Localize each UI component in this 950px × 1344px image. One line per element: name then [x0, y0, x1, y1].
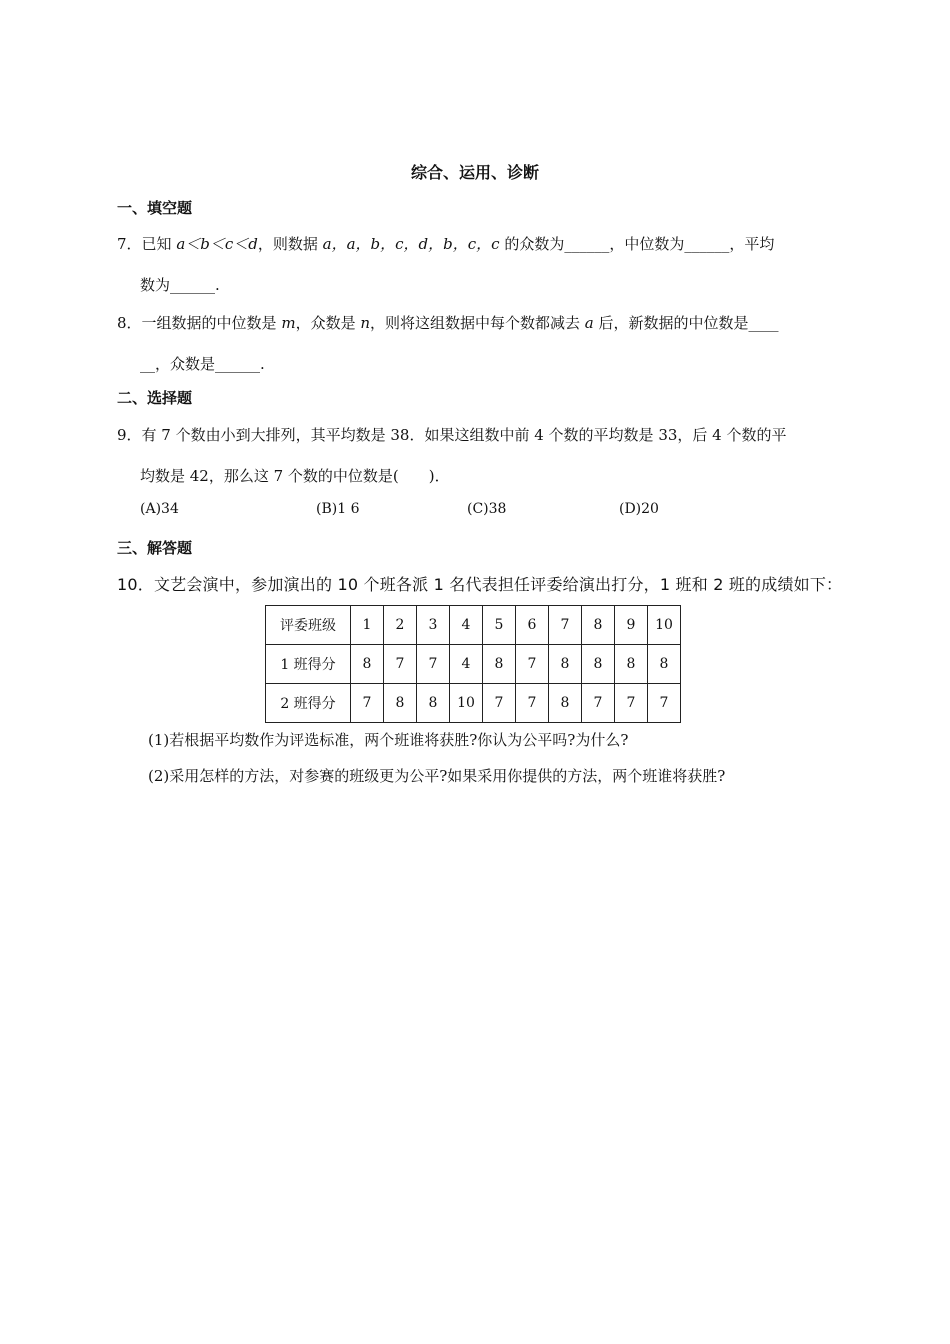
judge-cell: 1: [351, 606, 384, 645]
question-9-line-1: 9．有 7 个数由小到大排列，其平均数是 38．如果这组数中前 4 个数的平均数是 33，后 4 个数的平: [117, 426, 787, 444]
score-cell: 8: [582, 645, 615, 684]
score-cell: 8: [549, 684, 582, 723]
score-cell: 8: [384, 684, 417, 723]
table-header-row: [266, 606, 681, 645]
judge-cell: 4: [450, 606, 483, 645]
judge-cell: 9: [615, 606, 648, 645]
score-cell: 7: [582, 684, 615, 723]
score-cell: 4: [450, 645, 483, 684]
q8-text-d: 后，新数据的中位数是____: [593, 314, 779, 332]
score-cell: 7: [615, 684, 648, 723]
judge-cell: 5: [483, 606, 516, 645]
judge-cell: 6: [516, 606, 549, 645]
score-cell: 8: [549, 645, 582, 684]
q7-mid: ，则数据: [257, 235, 323, 253]
score-cell: 8: [417, 684, 450, 723]
question-8-line-2: __，众数是______.: [140, 355, 265, 373]
option-c: (C)38: [467, 501, 507, 517]
question-9-line-2: 均数是 42，那么这 7 个数的中位数是( )．: [140, 467, 450, 485]
question-10-sub-1: (1)若根据平均数作为评选标准，两个班谁将获胜?你认为公平吗?为什么?: [148, 731, 629, 749]
table-header-label: 评委班级: [266, 606, 351, 645]
row-label-class-2: 2 班得分: [266, 684, 351, 723]
section-answer: 三、解答题: [117, 539, 193, 557]
option-d: (D)20: [619, 501, 659, 517]
table-row-class-2: [266, 684, 681, 723]
q8-n: n: [360, 314, 371, 332]
q7-condition: a＜b＜c＜d: [176, 235, 258, 253]
score-cell: 7: [516, 684, 549, 723]
judge-cell: 8: [582, 606, 615, 645]
score-cell: 7: [483, 684, 516, 723]
section-fill-in: 一、填空题: [117, 199, 193, 217]
judge-cell: 10: [648, 606, 681, 645]
option-a: (A)34: [140, 501, 179, 517]
row-label-class-1: 1 班得分: [266, 645, 351, 684]
score-cell: 8: [351, 645, 384, 684]
scores-table: [265, 605, 681, 723]
question-10-text: 10．文艺会演中，参加演出的 10 个班各派 1 名代表担任评委给演出打分，1 班和 2 班的成绩如下：: [117, 575, 843, 594]
score-cell: 7: [417, 645, 450, 684]
question-7-line-1: [117, 233, 774, 254]
page-title: 综合、运用、诊断: [410, 163, 539, 182]
q7-prefix: 7．已知: [117, 235, 177, 253]
question-8-line-1: [117, 312, 779, 333]
score-cell: 7: [384, 645, 417, 684]
score-cell: 10: [450, 684, 483, 723]
q8-text-b: ，众数是: [295, 314, 361, 332]
score-cell: 8: [648, 645, 681, 684]
score-cell: 7: [648, 684, 681, 723]
q8-text-a: 8．一组数据的中位数是: [117, 314, 282, 332]
judge-cell: 2: [384, 606, 417, 645]
q7-data: a，a，b，c，d，b，c，c: [322, 235, 500, 253]
q8-m: m: [281, 314, 296, 332]
table-row-class-1: [266, 645, 681, 684]
judge-cell: 3: [417, 606, 450, 645]
question-7-line-2: 数为______.: [140, 276, 220, 294]
judge-cell: 7: [549, 606, 582, 645]
score-cell: 7: [516, 645, 549, 684]
score-cell: 7: [351, 684, 384, 723]
section-multiple-choice: 二、选择题: [117, 389, 193, 407]
score-cell: 8: [483, 645, 516, 684]
q7-suffix: 的众数为______，中位数为______，平均: [499, 235, 775, 253]
q8-a: a: [584, 314, 594, 332]
q8-text-c: ，则将这组数据中每个数都减去: [370, 314, 585, 332]
option-b: (B)1 6: [316, 501, 360, 517]
question-10-sub-2: (2)采用怎样的方法，对参赛的班级更为公平?如果采用你提供的方法，两个班谁将获胜?: [148, 767, 726, 785]
score-cell: 8: [615, 645, 648, 684]
